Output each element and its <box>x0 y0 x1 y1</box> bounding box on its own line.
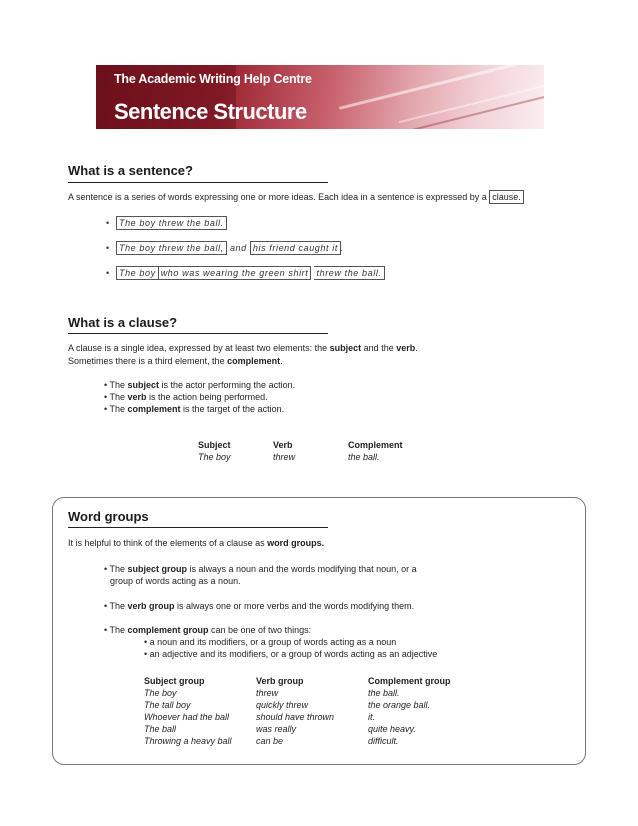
sub-item: • a noun and its modifiers, or a group of words acting as a noun <box>144 637 397 647</box>
clause-table-col-2 <box>273 439 295 463</box>
page-title: Sentence Structure <box>114 99 307 124</box>
clause-elements-list <box>104 379 295 415</box>
table-cell: threw <box>256 688 279 698</box>
example-1: • The boy threw the ball. <box>106 218 227 228</box>
list-item: • The complement is the target of the action. <box>104 404 285 414</box>
clause-box: his friend caught it <box>250 241 341 255</box>
table-cell: Whoever had the ball <box>144 712 230 722</box>
table-cell: the ball. <box>348 452 380 462</box>
clause-definition: A clause is a single idea, expressed by at least two elements: the subject and the verb. Sometimes there is a third element, the complement. <box>68 343 418 366</box>
table-cell: The ball <box>144 724 177 734</box>
header-banner <box>96 65 544 129</box>
section-heading-sentence: What is a sentence? <box>68 163 193 178</box>
table-cell: threw <box>273 452 296 462</box>
list-item-subject-group: • The subject group is always a noun and the words modifying that noun, or a group of words acting as a noun. <box>104 564 417 586</box>
table-cell: it. <box>368 712 376 722</box>
clause-box-inner: who was wearing the green shirt <box>158 266 312 280</box>
punct: . <box>340 243 345 253</box>
list-item: • The verb is the action being performed. <box>104 392 268 402</box>
table-header: Verb group <box>256 676 304 686</box>
table-header: Subject group <box>144 676 205 686</box>
word-group-col-complement <box>368 675 451 747</box>
table-cell: difficult. <box>368 736 399 746</box>
table-cell: the ball. <box>368 688 400 698</box>
heading-rule <box>68 182 328 183</box>
word-group-col-subject <box>144 675 232 747</box>
heading-rule <box>68 333 328 334</box>
table-cell: Throwing a heavy ball <box>144 736 232 746</box>
table-cell: was really <box>256 724 297 734</box>
clause-table-col-3 <box>348 439 403 463</box>
list-item: • The subject is the actor performing the action. <box>104 380 296 390</box>
table-cell: The boy <box>198 452 231 462</box>
section-heading-clause: What is a clause? <box>68 315 178 330</box>
table-cell: can be <box>256 736 284 746</box>
clause-box: The boy threw the ball, <box>116 241 227 255</box>
word-groups-intro: It is helpful to think of the elements of a clause as word groups. <box>68 538 325 548</box>
clause-table-col-1 <box>198 439 231 463</box>
example-2: • The boy threw the ball, and his friend caught it . <box>106 243 345 253</box>
text: A sentence is a series of words expressing one or more ideas. Each idea in a sentence is expressed by a <box>68 192 487 202</box>
clause-box: The boy threw the ball. <box>116 216 227 230</box>
table-cell: The boy <box>144 688 177 698</box>
clause-box: The boy <box>116 266 158 280</box>
section-heading-word-groups: Word groups <box>68 509 149 524</box>
table-header: Complement group <box>368 676 451 686</box>
organization-name: The Academic Writing Help Centre <box>114 72 312 86</box>
sentence-definition <box>68 191 524 204</box>
conjunction: and <box>229 243 247 253</box>
table-cell: quickly threw <box>256 700 309 710</box>
example-3: • The boy who was wearing the green shirt threw the ball. <box>106 268 385 278</box>
word-group-col-verb <box>256 675 334 747</box>
table-header: Subject <box>198 440 231 450</box>
table-header: Verb <box>273 440 293 450</box>
table-cell: should have thrown <box>256 712 335 722</box>
list-item-complement-group: • The complement group can be one of two things: • a noun and its modifiers, or a group of words acting as a noun • an adjective and its modifiers, or a group of words acting as an adjective <box>104 625 438 659</box>
table-header: Complement <box>348 440 403 450</box>
table-cell: the orange ball. <box>368 700 431 710</box>
heading-rule <box>68 527 328 528</box>
list-item-verb-group: • The verb group is always one or more verbs and the words modifying them. <box>104 601 415 611</box>
clause-box: clause. <box>489 190 524 204</box>
table-cell: quite heavy. <box>368 724 416 734</box>
sub-item: • an adjective and its modifiers, or a group of words acting as an adjective <box>144 649 438 659</box>
clause-box: threw the ball. <box>314 266 384 280</box>
table-cell: The tall boy <box>144 700 191 710</box>
